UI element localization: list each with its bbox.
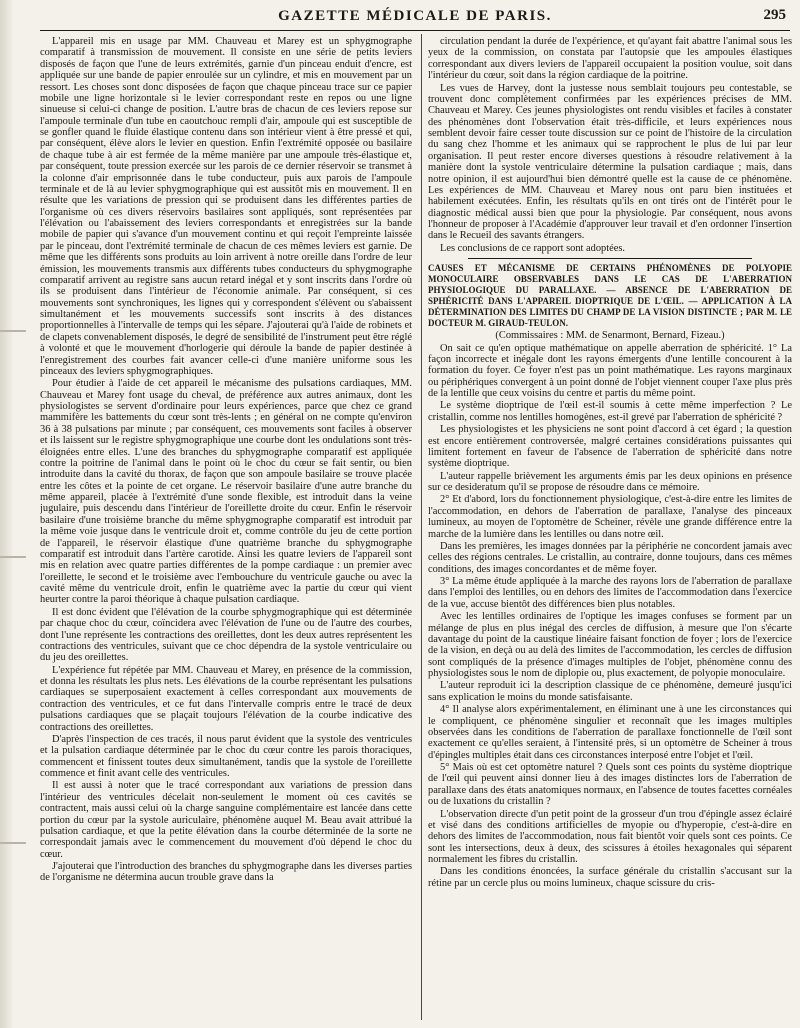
paragraph: 3° La même étude appliquée à la marche des rayons lors de l'aberration de parallaxe dans l'emploi des lentilles, ou en dehors des limites de l'accommodation dans l'exercice de la vue, accuse bientôt des différences bien plus notables. xyxy=(428,576,792,610)
paragraph: circulation pendant la durée de l'expérience, et qu'ayant fait abattre l'animal sous les yeux de la commission, on constata par l'autopsie que les ampoules élastiques correspondant aux divers leviers de l'appareil occupaient la position voulue, soit dans l'intérieur du cœur, soit dans la région cardiaque de la poitrine. xyxy=(428,36,792,82)
paragraph: Le système dioptrique de l'œil est-il soumis à cette même imperfection ? Le cristallin, comme nos lentilles homogènes, est-il grevé par l'aberration de sphéricité ? xyxy=(428,400,792,423)
paragraph: Les vues de Harvey, dont la justesse nous semblait toujours peu contestable, se trouvent donc complètement confirmées par les expériences précises de MM. Chauveau et Marey. Ces jeunes physiologistes ont rendu visibles et faciles à constater des phénomènes dont l'observation était très-difficile, et leurs expériences nous semblent devoir faire cesser toute discussion sur ce point de l'histoire de la circulation du sang chez l'homme et les animaux qui se rapprochent le plus de lui par leur organisation. Il peut rester encore diverses questions à résoudre relativement à la manière dont la systole ventriculaire détermine la pulsation cardiaque ; mais, dans notre opinion, il est aujourd'hui bien démontré quelle est la cause de ce phénomène. Les expériences de MM. Chauveau et Marey nous ont paru bien instituées et habilement exécutées. Enfin, les résultats qu'ils en ont tirés ont de l'intérêt pour le diagnostic médical aussi bien que pour la physiologie. Par conséquent, nous avons l'honneur de proposer à l'Académie d'approuver leur travail et d'en ordonner l'insertion dans le Recueil des savants étrangers. xyxy=(428,82,792,242)
paragraph: Dans les conditions énoncées, la surface générale du cristallin s'accusant sur la rétine par un cercle plus ou moins lumineux, chaque scissure du cris- xyxy=(428,866,792,889)
binding-thread xyxy=(0,556,26,558)
paragraph: D'après l'inspection de ces tracés, il nous parut évident que la systole des ventricules et la pulsation cardiaque déterminée par le choc du cœur contre les parois thoraciques, commencent et finissent toutes deux simultanément, tandis que la systole de l'oreillette commence et finit avant celle des ventricules. xyxy=(40,733,412,779)
paragraph: On sait ce qu'en optique mathématique on appelle aberration de sphéricité. 1° La façon incorrecte et inégale dont les rayons émergents d'une lentille concourent à la formation du foyer. Ce foyer n'est pas un point mathématique. Les rayons marginaux ou périphériques convergent à un point donné de l'objet viennent couper l'axe plus près de la lentille que ceux voisins du centre et partis du même point. xyxy=(428,342,792,399)
paragraph: L'auteur rappelle brièvement les arguments émis par les deux opinions en présence sur ce desideratum qu'il se propose de résoudre dans ce mémoire. xyxy=(428,470,792,493)
paragraph: L'observation directe d'un petit point de la grosseur d'un trou d'épingle assez éclairé et visé dans des conditions artificielles de myopie ou d'hyperopie, c'est-à-dire en dehors des limites de l'accommodation, nous fait bientôt voir quels sont ces points. Ce sont les intersections, deux à deux, des scissures à étoiles hexagonales qui séparent normalement les fibres du cristallin. xyxy=(428,808,792,865)
paragraph: L'expérience fut répétée par MM. Chauveau et Marey, en présence de la commission, et donna les résultats les plus nets. Les élévations de la courbe représentant les pulsations cardiaques se superposaient exactement à celles correspondant aux mouvements de contraction des ventricules, et ce fut dans l'intervalle compris entre le tracé de deux pulsations cardiaques que se plaçait toujours l'élévation de la courbe indicative des contractions des oreillettes. xyxy=(40,664,412,733)
paragraph: Dans les premières, les images données par la périphérie ne concordent jamais avec celles des régions centrales. Le cristallin, au contraire, donne toujours, dans ces mêmes conditions, des images concordantes et de même foyer. xyxy=(428,540,792,575)
running-header xyxy=(40,6,790,31)
paragraph: L'appareil mis en usage par MM. Chauveau et Marey est un sphygmographe comparatif à transmission de mouvement. Il consiste en une série de petits leviers disposés de façon que l'une de leurs extrémités, garnie d'un pinceau enduit d'encre, est appliquée sur une bande de papier enroulée sur un cylindre, et mis en mouvement par un ressort. Les choses sont donc disposées de façon que chaque pinceau trace sur ce papier mobile une ligne horizontale si le levier correspondant reste en repos ou une ligne sinueuse si celui-ci change de position. L'autre bras de chacun de ces leviers repose sur l'ampoule terminale d'un tube en caoutchouc rempli d'air, ampoule qui est susceptible de se gonfler quand le fluide élastique contenu dans son intérieur vient à être pressé et qui, par conséquent, élève alors le levier en question. Enfin l'extrémité opposée ou basilaire de chaque tube à air est fermée de la même manière par une ampoule très-élastique et, par conséquent, toute pression exercée sur les parois de ce dernier réservoir se transmet à la colonne d'air emprisonnée dans le tube conducteur, puis aux parois de l'ampoule terminale et de là au levier sphygmographique qui est aussitôt mis en mouvement. Il en résulte que les variations de pression qui se produisent dans les différentes parties de l'organisme où ces divers réservoirs basilaires sont appliqués, sont représentées par l'élévation ou l'abaissement des leviers correspondants et enregistrées sur la bande mobile de papier qui s'avance d'un mouvement continu et qui reçoit l'empreinte laissée par le pinceau, dont l'extrémité terminale de chacun de ces mêmes leviers est garnie. De même que les différents sons produits au loin arrivent à notre oreille dans l'ordre de leur émission, les mouvements transmis aux différents tubes conducteurs du sphygmographe comparatif arrivent au registre sans aucun retard inégal et y sont inscrits dans l'ordre où ils se produisent dans l'intérieur de l'économie animale. Par conséquent, si ces mouvements sont synchroniques, les lignes qui y correspondent s'élèvent ou s'abaissent simultanément et les mouvements successifs sont inscrits à des distances proportionnelles à l'intervalle de temps qui les sépare. J'ajouterai qu'à l'aide de robinets et de clapets convenablement disposés, le degré de sensibilité de l'instrument peut être réglé à volonté et que le mouvement d'horlogerie qui déroule la bande de papier destinée à l'enregistrement des courbes fait avancer celle-ci d'une manière uniforme sous les pinceaux des leviers sphygmographiques. xyxy=(40,36,412,377)
column-rule xyxy=(421,34,422,1020)
right-column xyxy=(428,36,792,1020)
left-column xyxy=(40,36,412,1020)
paragraph: J'ajouterai que l'introduction des branches du sphygmographe dans les diverses parties de l'organisme ne détermina aucun trouble grave dans la xyxy=(40,861,412,884)
commissioners-line: (Commissaires : MM. de Senarmont, Bernard, Fizeau.) xyxy=(495,330,725,342)
section-divider xyxy=(468,258,752,259)
paragraph: Les conclusions de ce rapport sont adoptées. xyxy=(440,242,625,254)
page-binding-edge xyxy=(0,0,12,1028)
paragraph: Avec les lentilles ordinaires de l'optique les images confuses se forment par un mélange de plus en plus inégal des cercles de diffusion, à mesure que l'on s'écarte davantage du point de la caustique linéaire faisant fonction de foyer ; lors de l'exercice de la vision, en deçà ou au delà des limites de l'accommodation, les cercles de diffusion sont compliqués de la présence d'images multiples de l'objet, phénomène connu des physiologistes sous le nom de diplopie ou, plus exactement, de polyopie monoculaire. xyxy=(428,611,792,679)
section-title: CAUSES ET MÉCANISME DE CERTAINS PHÉNOMÈNES DE POLYOPIE MONOCULAIRE OBSERVABLES DANS LE CAS DE L'ABERRATION PHYSIOLOGIQUE DU PARALLAXE. — ABSENCE DE L'ABERRATION DE SPHÉRICITÉ DANS L'APPAREIL DIOPTRIQUE DE L'ŒIL. — APPLICATION À LA DÉTERMINATION DES LIMITES DU CHAMP DE LA VISION DISTINCTE ; PAR M. LE DOCTEUR M. GIRAUD-TEULON. xyxy=(428,263,792,329)
paragraph: 5° Mais où est cet optomètre naturel ? Quels sont ces points du système dioptrique de l'œil qui peuvent ainsi donner lieu à des images distinctes lors de l'aberration de parallaxe dans des états anatomiques normaux, en l'absence de toutes facettes cornéales ou de luxations du cristallin ? xyxy=(428,762,792,808)
paragraph: Les physiologistes et les physiciens ne sont point d'accord à cet égard ; la question est encore entièrement controversée, malgré certaines considérations puissantes qui limitent fortement en faveur de l'absence de l'aberration de sphéricité dans notre système dioptrique. xyxy=(428,424,792,470)
paragraph: Pour étudier à l'aide de cet appareil le mécanisme des pulsations cardiaques, MM. Chauveau et Marey font usage du cheval, de préférence aux autres animaux, dont les physiologistes se servent d'ordinaire pour leurs expériences, parce que chez ce grand mammifère les battements du cœur sont très-lents ; en général on ne compte qu'environ 36 à 38 pulsations par minute ; par conséquent, ces mouvements sont faciles à observer et ils laissent sur le registre sphygmographique une courbe dont les ondulations sont très-éloignées entre elles. L'une des branches du sphygmographe comparatif est appliquée contre la poitrine de l'animal dans le point où le choc du cœur se fait sentir, ou bien introduite dans la cavité du thorax, de façon que son ampoule basilaire se trouve placée entre les côtes et la pointe de cet organe. Le réservoir basilaire d'une autre branche du même appareil, placée à l'extrémité d'une sonde flexible, est introduit dans la veine jugulaire, puis descendu dans l'intérieur de l'oreillette droite du cœur. Enfin le réservoir basilaire d'une troisième branche du même sphygmographe comparatif est introduit par la même voie jusque dans le ventricule droit et, comme contrôle du jeu de cette portion de l'appareil, le réservoir élastique d'une quatrième branche du sphygmographe comparatif est introduit dans l'artère carotide. Ainsi les quatre leviers de l'appareil sont mis en relation avec quatre parties différentes de la pompe cardiaque : un premier avec l'oreillette, le second et le troisième avec l'embouchure du ventricule gauche ou avec la cavité même du ventricule droit, enfin le quatrième avec la partie du cœur qui vient heurter contre la paroi théorique à chaque pulsation cardiaque. xyxy=(40,378,412,606)
paragraph: L'auteur reproduit ici la description classique de ce phénomène, demeuré jusqu'ici sans explication le moins du monde satisfaisante. xyxy=(428,680,792,703)
paragraph: Il est aussi à noter que le tracé correspondant aux variations de pression dans l'intérieur des ventricules décelait non-seulement le moment où ces cavités se contractent, mais aussi celui où la charge sanguine complémentaire est lancée dans cette portion du cœur par la systole auriculaire, phénomène auquel M. Beau avait attribué la pulsation cardiaque, et que la petite élévation dans la courbe déterminée de la sorte ne correspondait jamais avec le commencement du mouvement d'où dépend le choc du cœur. xyxy=(40,780,412,860)
binding-thread xyxy=(0,330,26,332)
page-number: 295 xyxy=(763,7,786,23)
paragraph: Il est donc évident que l'élévation de la courbe sphygmographique qui est déterminée par chaque choc du cœur, coïncidera avec l'élévation de l'une ou de l'autre des courbes, dont l'une représente les contractions des oreillettes, dont les deux autres représentent les contractions des ventricules, suivant que ce choc dépendra de la systole ventriculaire ou du jeu des oreillettes. xyxy=(40,606,412,664)
paragraph: 4° Il analyse alors expérimentalement, en éliminant une à une les circonstances qui le compliquent, ce phénomène singulier et reconnaît que les images multiples observées dans les conditions de l'aberration de parallaxe fonctionnelle de l'œil sont exactement ce qu'elles seraient, à l'intensité près, si un optomètre de Scheiner à trous d'épingles multiples était dans ces circonstances interposé entre l'objet et l'œil. xyxy=(428,704,792,761)
paragraph: 2° Et d'abord, lors du fonctionnement physiologique, c'est-à-dire entre les limites de l'accommodation, en dehors de l'aberration de parallaxe, l'analyse des pinceaux lumineux, au moyen de l'optomètre de Scheiner, révèle une grande différence entre la marche de la lumière dans les lentilles ou dans notre œil. xyxy=(428,494,792,540)
journal-title: GAZETTE MÉDICALE DE PARIS. xyxy=(278,8,552,24)
binding-thread xyxy=(0,842,26,844)
